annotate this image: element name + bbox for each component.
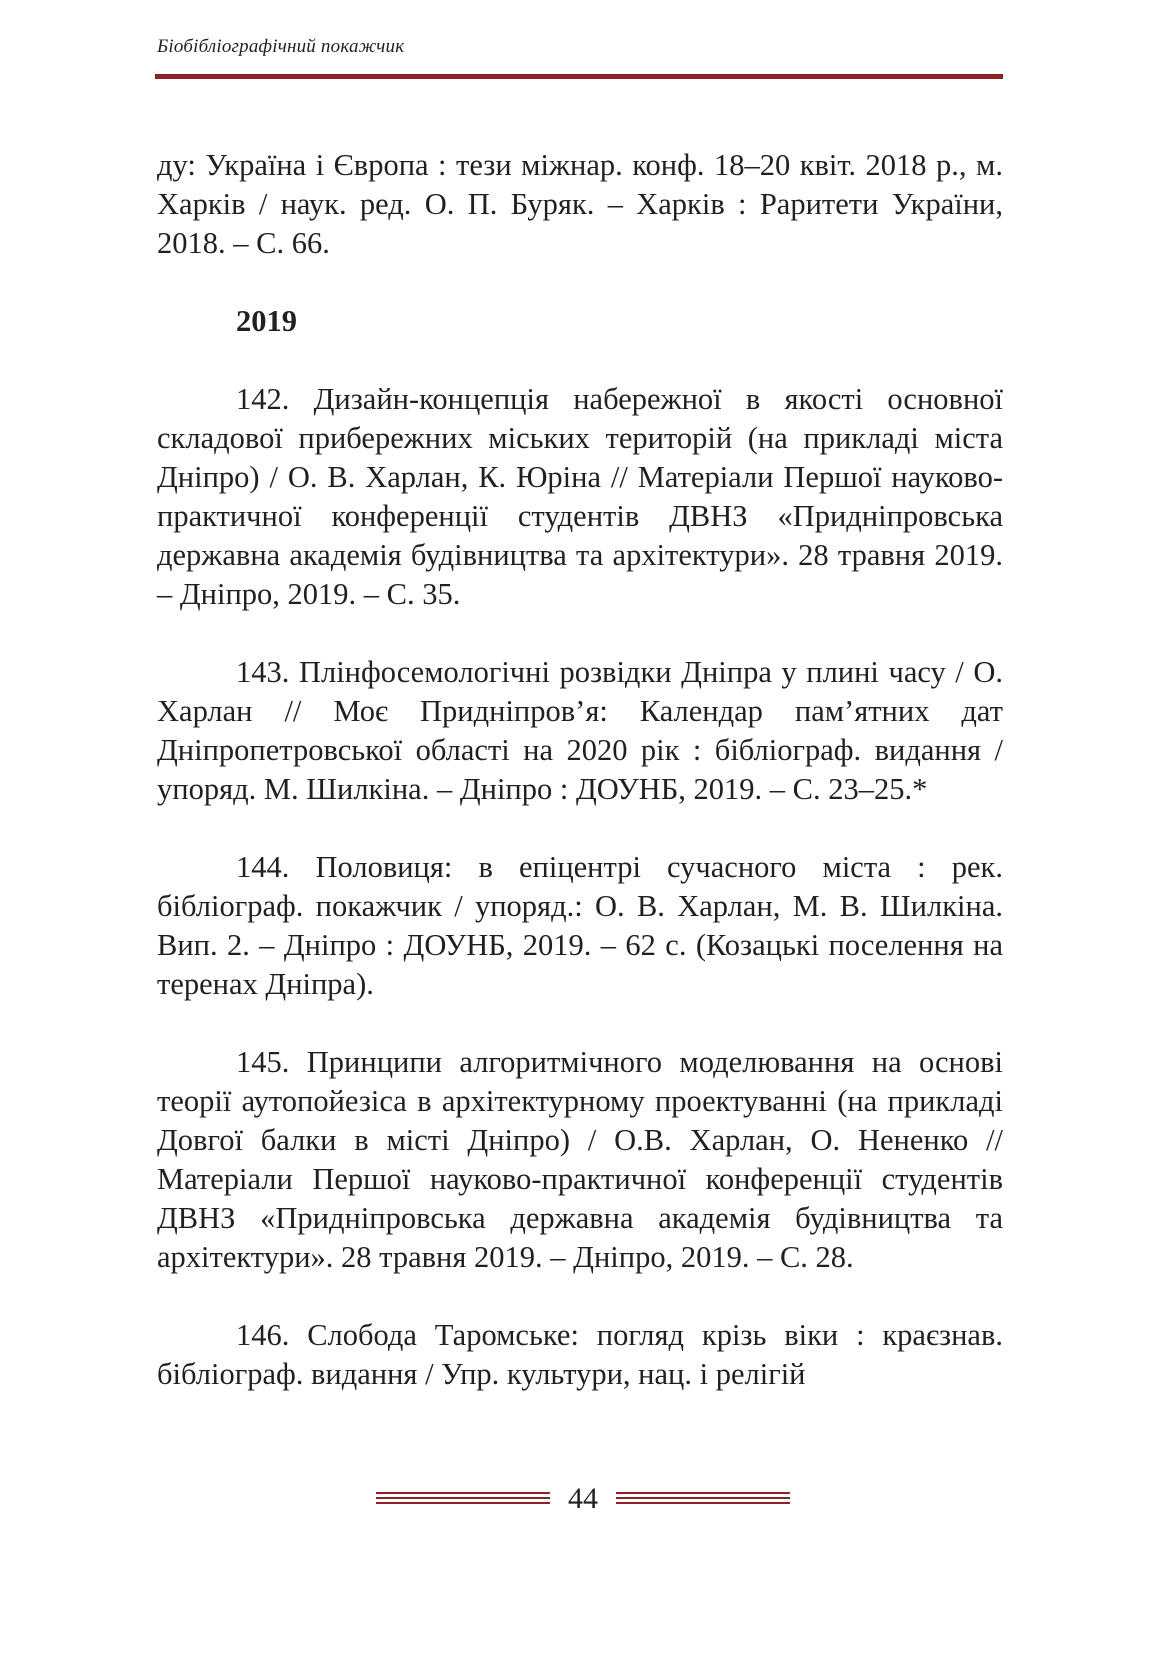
page-footer [0,1482,1166,1522]
running-head: Біобібліографічний покажчик [157,36,405,57]
footer-rule-right [616,1492,790,1507]
year-heading: 2019 [236,304,297,338]
header-rule [155,74,1003,79]
entry-145: 145. Принципи алгоритмічного моделювання на основі теорії аутопойезіса в архітектурному проектуванні (на прикладі Довгої балки в місті Дніпро) / О.В. Харлан, О. Нененко // Матеріали Першої науково-практичної конференції студентів ДВНЗ «Придніпровська державна академія будівництва та архітектури». 28 травня 2019. – Дніпро, 2019. – С. 28. [157,1045,1003,1274]
page-body [157,146,1003,1394]
entry-144: 144. Половиця: в епіцентрі сучасного міста : рек. бібліограф. покажчик / упоряд.: О. В. Харлан, М. В. Шилкіна. Вип. 2. – Дніпро : ДОУНБ, 2019. – 62 с. (Козацькі поселення на теренах Дніпра). [157,850,1003,1001]
entry-142: 142. Дизайн-концепція набережної в якості основної складової прибережних міських територій (на прикладі міста Дніпро) / О. В. Харлан, К. Юріна // Матеріали Першої науково-практичної конференції студентів ДВНЗ «Придніпровська державна академія будівництва та архітектури». 28 травня 2019. – Дніпро, 2019. – С. 35. [157,382,1003,611]
page-number: 44 [568,1482,598,1515]
entry-143: 143. Плінфосемологічні розвідки Дніпра у плині часу / О. Харлан // Моє Придніпров’я: Календар пам’ятних дат Дніпропетровської області на 2020 рік : бібліограф. видання / упоряд. М. Шилкіна. – Дніпро : ДОУНБ, 2019. – С. 23–25.* [157,655,1003,806]
footer-rule-left [376,1492,550,1507]
entry-146: 146. Слобода Таромське: погляд крізь віки : краєзнав. бібліограф. видання / Упр. культури, нац. і релігій [157,1318,1003,1391]
continuation-paragraph: ду: Україна і Європа : тези міжнар. конф. 18–20 квіт. 2018 р., м. Харків / наук. ред. О. П. Буряк. – Харків : Раритети України, 2018. – С. 66. [157,148,1003,260]
